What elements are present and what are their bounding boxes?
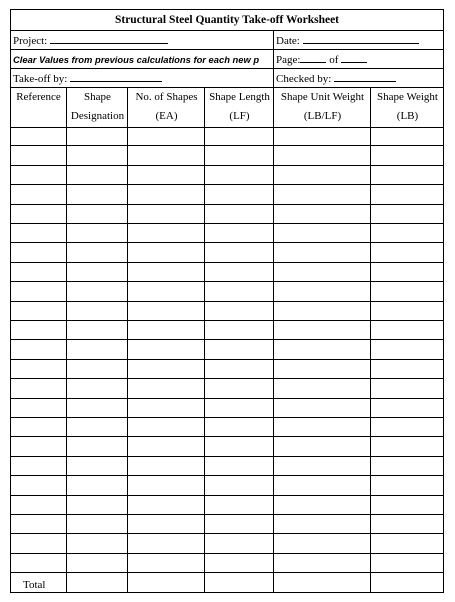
table-row[interactable] xyxy=(11,205,443,224)
table-row[interactable] xyxy=(11,437,443,456)
table-cell-divider xyxy=(273,496,274,514)
table-cell-divider xyxy=(370,146,371,164)
table-cell-divider xyxy=(204,146,205,164)
table-cell-divider xyxy=(127,418,128,436)
table-cell-divider xyxy=(370,205,371,223)
table-cell-divider xyxy=(66,360,67,378)
table-row[interactable] xyxy=(11,282,443,301)
table-cell-divider xyxy=(204,185,205,203)
table-cell-divider xyxy=(127,534,128,552)
page-of-label: of xyxy=(329,54,339,66)
table-cell-divider xyxy=(204,379,205,397)
table-cell-divider xyxy=(370,185,371,203)
table-cell-divider xyxy=(127,263,128,281)
table-cell-divider xyxy=(273,127,274,145)
table-cell-divider xyxy=(66,146,67,164)
table-cell-divider xyxy=(66,496,67,514)
table-cell-divider xyxy=(127,185,128,203)
table-cell-divider xyxy=(273,340,274,358)
table-cell-divider xyxy=(127,127,128,145)
takeoff-table xyxy=(11,87,443,592)
table-cell-divider xyxy=(66,515,67,533)
takeoff-label: Take-off by: xyxy=(13,73,68,85)
takeoff-field[interactable] xyxy=(70,69,162,82)
table-cell-divider xyxy=(127,399,128,417)
table-cell-divider xyxy=(204,127,205,145)
table-cell-divider xyxy=(273,263,274,281)
checked-label: Checked by: xyxy=(276,73,332,85)
table-row[interactable] xyxy=(11,185,443,204)
table-header xyxy=(11,87,443,128)
table-row[interactable] xyxy=(11,224,443,243)
table-row[interactable] xyxy=(11,515,443,534)
table-cell-divider xyxy=(66,573,67,592)
table-cell-divider xyxy=(370,166,371,184)
table-cell-divider xyxy=(204,243,205,261)
table-cell-divider xyxy=(370,515,371,533)
table-cell-divider xyxy=(370,379,371,397)
table-cell-divider xyxy=(127,476,128,494)
table-cell-divider xyxy=(66,534,67,552)
project-label: Project: xyxy=(13,35,48,47)
table-cell-divider xyxy=(273,399,274,417)
table-cell-divider xyxy=(204,263,205,281)
table-cell-divider xyxy=(66,554,67,572)
table-cell-divider xyxy=(127,457,128,475)
table-cell-divider xyxy=(204,282,205,300)
table-row[interactable] xyxy=(11,263,443,282)
table-cell-divider xyxy=(370,437,371,455)
table-cell-divider xyxy=(66,321,67,339)
table-cell-divider xyxy=(66,457,67,475)
note-row xyxy=(11,49,443,69)
table-cell-divider xyxy=(127,224,128,242)
table-cell-divider xyxy=(273,554,274,572)
table-cell-divider xyxy=(204,496,205,514)
header-reference: Reference xyxy=(16,91,61,103)
table-cell-divider xyxy=(370,127,371,145)
table-cell-divider xyxy=(273,573,274,592)
table-row[interactable] xyxy=(11,321,443,340)
table-cell-divider xyxy=(127,282,128,300)
table-cell-divider xyxy=(204,340,205,358)
project-row xyxy=(11,30,443,50)
table-cell-divider xyxy=(66,340,67,358)
table-row[interactable] xyxy=(11,127,443,146)
table-cell-divider xyxy=(204,399,205,417)
table-cell-divider xyxy=(273,534,274,552)
table-row[interactable] xyxy=(11,302,443,321)
table-cell-divider xyxy=(370,360,371,378)
table-cell-divider xyxy=(66,379,67,397)
table-row[interactable] xyxy=(11,418,443,437)
table-cell-divider xyxy=(204,515,205,533)
project-field[interactable] xyxy=(50,31,168,44)
table-row[interactable] xyxy=(11,146,443,165)
table-cell-divider xyxy=(127,379,128,397)
table-cell-divider xyxy=(370,534,371,552)
table-cell-divider xyxy=(204,534,205,552)
table-cell-divider xyxy=(66,224,67,242)
table-cell-divider xyxy=(66,127,67,145)
table-cell-divider xyxy=(127,146,128,164)
worksheet xyxy=(10,9,444,593)
table-cell-divider xyxy=(66,476,67,494)
table-cell-divider xyxy=(370,399,371,417)
header-shape-weight: Shape Weight (LB) xyxy=(370,88,444,127)
table-cell-divider xyxy=(66,263,67,281)
table-row[interactable] xyxy=(11,457,443,476)
total-label: Total xyxy=(23,579,46,591)
table-cell-divider xyxy=(66,185,67,203)
table-cell-divider xyxy=(66,205,67,223)
table-row[interactable] xyxy=(11,340,443,359)
table-cell-divider xyxy=(273,185,274,203)
table-cell-divider xyxy=(127,554,128,572)
table-row[interactable] xyxy=(11,360,443,379)
table-cell-divider xyxy=(370,302,371,320)
table-cell-divider xyxy=(273,146,274,164)
table-cell-divider xyxy=(370,243,371,261)
date-label: Date: xyxy=(276,35,300,47)
table-cell-divider xyxy=(273,166,274,184)
table-cell-divider xyxy=(370,554,371,572)
table-cell-divider xyxy=(66,243,67,261)
date-field[interactable] xyxy=(303,31,419,44)
table-cell-divider xyxy=(66,302,67,320)
clear-values-note: Clear Values from previous calculations for each new p xyxy=(13,54,260,65)
table-cell-divider xyxy=(273,302,274,320)
table-cell-divider xyxy=(127,321,128,339)
table-cell-divider xyxy=(127,437,128,455)
table-cell-divider xyxy=(204,554,205,572)
table-cell-divider xyxy=(66,418,67,436)
table-cell-divider xyxy=(370,340,371,358)
table-cell-divider xyxy=(273,243,274,261)
table-cell-divider xyxy=(66,282,67,300)
table-cell-divider xyxy=(127,166,128,184)
table-cell-divider xyxy=(370,282,371,300)
table-cell-divider xyxy=(66,437,67,455)
table-cell-divider xyxy=(370,321,371,339)
table-row[interactable] xyxy=(11,399,443,418)
table-cell-divider xyxy=(273,360,274,378)
table-row-total[interactable] xyxy=(11,573,443,592)
table-cell-divider xyxy=(273,418,274,436)
table-cell-divider xyxy=(370,457,371,475)
table-cell-divider xyxy=(204,437,205,455)
table-cell-divider xyxy=(204,321,205,339)
table-cell-divider xyxy=(370,224,371,242)
table-cell-divider xyxy=(204,205,205,223)
table-cell-divider xyxy=(273,515,274,533)
table-row[interactable] xyxy=(11,243,443,262)
table-cell-divider xyxy=(127,573,128,592)
table-cell-divider xyxy=(127,302,128,320)
table-cell-divider xyxy=(66,166,67,184)
page-number-field[interactable] xyxy=(300,50,326,63)
table-cell-divider xyxy=(204,418,205,436)
table-cell-divider xyxy=(127,340,128,358)
table-row[interactable] xyxy=(11,496,443,515)
page-label: Page: xyxy=(276,54,301,66)
table-cell-divider xyxy=(204,302,205,320)
table-row[interactable] xyxy=(11,166,443,185)
table-cell-divider xyxy=(66,399,67,417)
takeoff-row xyxy=(11,68,443,88)
table-cell-divider xyxy=(370,418,371,436)
header-shape-length: Shape Length (LF) xyxy=(204,88,274,127)
checked-field[interactable] xyxy=(334,69,396,82)
table-cell-divider xyxy=(127,360,128,378)
table-cell-divider xyxy=(127,496,128,514)
table-cell-divider xyxy=(370,476,371,494)
table-cell-divider xyxy=(204,224,205,242)
table-row[interactable] xyxy=(11,554,443,573)
table-body xyxy=(11,127,443,592)
table-cell-divider xyxy=(370,263,371,281)
table-row[interactable] xyxy=(11,379,443,398)
header-no-of-shapes: No. of Shapes (EA) xyxy=(127,88,205,127)
table-cell-divider xyxy=(204,360,205,378)
table-cell-divider xyxy=(273,282,274,300)
header-shape-unit-weight: Shape Unit Weight (LB/LF) xyxy=(273,88,371,127)
table-cell-divider xyxy=(273,379,274,397)
table-cell-divider xyxy=(273,476,274,494)
page-total-field[interactable] xyxy=(341,50,367,63)
table-cell-divider xyxy=(273,457,274,475)
header-shape-designation: Shape Designation xyxy=(66,88,128,127)
table-cell-divider xyxy=(204,457,205,475)
table-cell-divider xyxy=(273,205,274,223)
table-cell-divider xyxy=(273,437,274,455)
table-cell-divider xyxy=(273,321,274,339)
table-cell-divider xyxy=(370,573,371,592)
table-cell-divider xyxy=(204,476,205,494)
table-row[interactable] xyxy=(11,476,443,495)
worksheet-title: Structural Steel Quantity Take-off Worksheet xyxy=(114,14,340,26)
table-cell-divider xyxy=(370,496,371,514)
table-cell-divider xyxy=(273,224,274,242)
table-cell-divider xyxy=(127,515,128,533)
table-cell-divider xyxy=(127,205,128,223)
table-cell-divider xyxy=(204,573,205,592)
table-cell-divider xyxy=(204,166,205,184)
table-row[interactable] xyxy=(11,534,443,553)
table-cell-divider xyxy=(127,243,128,261)
